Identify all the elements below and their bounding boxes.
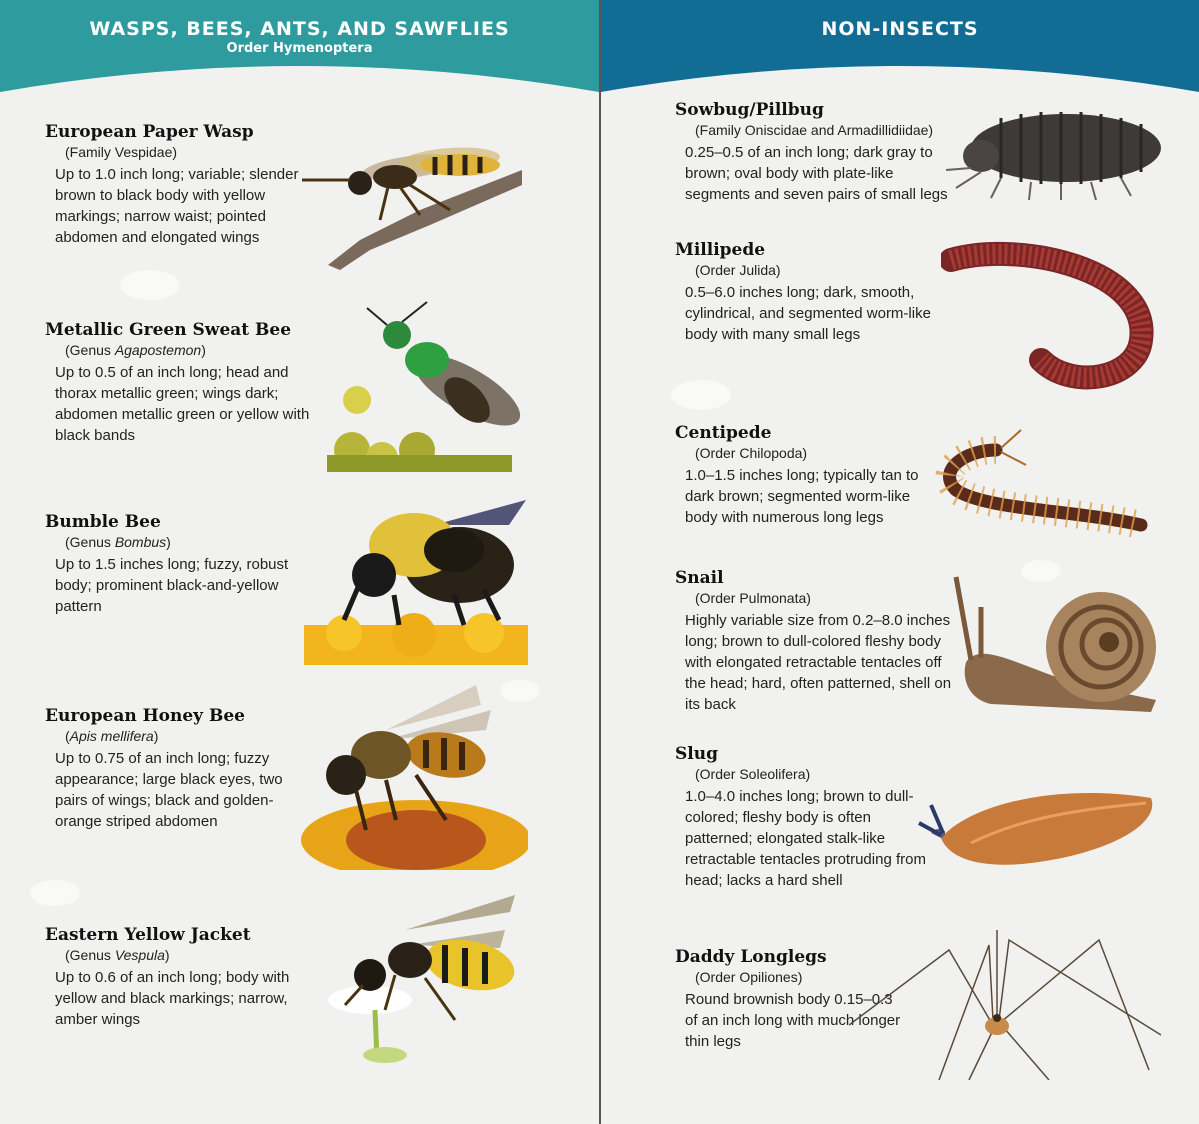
background-bokeh (120, 270, 180, 300)
pillbug-illustration (941, 108, 1166, 203)
entry-millipede (675, 240, 945, 345)
non-insects-panel (601, 0, 1199, 1124)
snail-illustration (951, 572, 1161, 720)
left-header-banner (0, 0, 599, 100)
entry-description: 0.5–6.0 inches long; dark, smooth, cylindrical, and segmented worm-like body with many small legs (685, 284, 931, 343)
entry-name: Snail (675, 568, 724, 588)
entry-taxon: (Order Pulmonata) (695, 590, 811, 606)
hymenoptera-panel (0, 0, 599, 1124)
entry-description: Highly variable size from 0.2–8.0 inches long; brown to dull-colored fleshy body with elongated retractable tentacles off the head; hard, often patterned, shell on its back (685, 612, 952, 713)
entry-snail (675, 568, 960, 715)
left-panel-title: WASPS, BEES, ANTS, AND SAWFLIES (89, 18, 510, 40)
entry-name: Centipede (675, 423, 772, 443)
entry-taxon: (Order Julida) (695, 262, 781, 278)
entry-description: Up to 1.5 inches long; fuzzy, robust body; prominent black-and-yellow pattern (55, 556, 289, 615)
entry-slug (675, 744, 935, 891)
yellow-jacket-illustration (315, 890, 520, 1065)
entry-taxon: (Apis mellifera) (65, 728, 159, 744)
entry-sowbug-pillbug (675, 100, 955, 205)
right-panel-title: NON-INSECTS (821, 18, 979, 40)
entry-description: Up to 1.0 inch long; variable; slender brown to black body with yellow markings; narrow waist; pointed abdomen and elongated wings (55, 166, 299, 246)
sweat-bee-illustration (327, 300, 532, 472)
entry-european-honey-bee (45, 706, 295, 832)
paper-wasp-illustration (300, 125, 525, 270)
entry-bumble-bee (45, 512, 305, 617)
bumble-bee-illustration (304, 495, 528, 665)
entry-taxon: (Order Chilopoda) (695, 445, 808, 461)
daddy-longlegs-illustration (849, 930, 1161, 1080)
entry-name: Metallic Green Sweat Bee (45, 320, 292, 340)
entry-description: 1.0–4.0 inches long; brown to dull-colored; fleshy body is often patterned; elongated stalk-like retractable tentacles protruding from head; lacks a hard shell (685, 788, 926, 889)
entry-taxon: (Genus Agapostemon) (65, 342, 206, 358)
entry-centipede (675, 423, 935, 528)
entry-taxon: (Order Soleolifera) (695, 766, 811, 782)
entry-european-paper-wasp (45, 122, 315, 248)
entry-metallic-green-sweat-bee (45, 320, 325, 446)
entry-description: Up to 0.5 of an inch long; head and thorax metallic green; wings dark; abdomen metallic green or yellow with black bands (55, 364, 310, 444)
millipede-illustration (941, 240, 1161, 390)
entry-description: Up to 0.6 of an inch long; body with yellow and black markings; narrow, amber wings (55, 969, 290, 1028)
entry-name: Daddy Longlegs (675, 947, 827, 967)
entry-taxon: (Genus Bombus) (65, 534, 171, 550)
entry-name: European Paper Wasp (45, 122, 254, 142)
entry-description: 1.0–1.5 inches long; typically tan to dark brown; segmented worm-like body with numerous long legs (685, 467, 919, 526)
entry-name: Eastern Yellow Jacket (45, 925, 251, 945)
left-panel-subtitle: Order Hymenoptera (226, 41, 373, 56)
entry-name: Millipede (675, 240, 766, 260)
entry-name: Sowbug/Pillbug (675, 100, 824, 120)
entry-name: European Honey Bee (45, 706, 245, 726)
entry-description: Up to 0.75 of an inch long; fuzzy appearance; large black eyes, two pairs of wings; black and golden-orange striped abdomen (55, 750, 283, 830)
entry-eastern-yellow-jacket (45, 925, 305, 1030)
right-header-banner (601, 0, 1199, 100)
entry-description: Round brownish body 0.15–0.3 of an inch long with much longer thin legs (685, 991, 901, 1050)
background-bokeh (30, 880, 80, 906)
honey-bee-illustration (296, 680, 528, 870)
background-bokeh (671, 380, 731, 410)
entry-taxon: (Family Vespidae) (65, 144, 178, 160)
slug-illustration (911, 783, 1161, 873)
centipede-illustration (926, 410, 1156, 560)
entry-name: Bumble Bee (45, 512, 161, 532)
entry-description: 0.25–0.5 of an inch long; dark gray to brown; oval body with plate-like segments and seven pairs of small legs (685, 144, 948, 203)
entry-taxon: (Order Opiliones) (695, 969, 803, 985)
entry-taxon: (Genus Vespula) (65, 947, 170, 963)
entry-name: Slug (675, 744, 718, 764)
entry-taxon: (Family Oniscidae and Armadillidiidae) (695, 122, 934, 138)
